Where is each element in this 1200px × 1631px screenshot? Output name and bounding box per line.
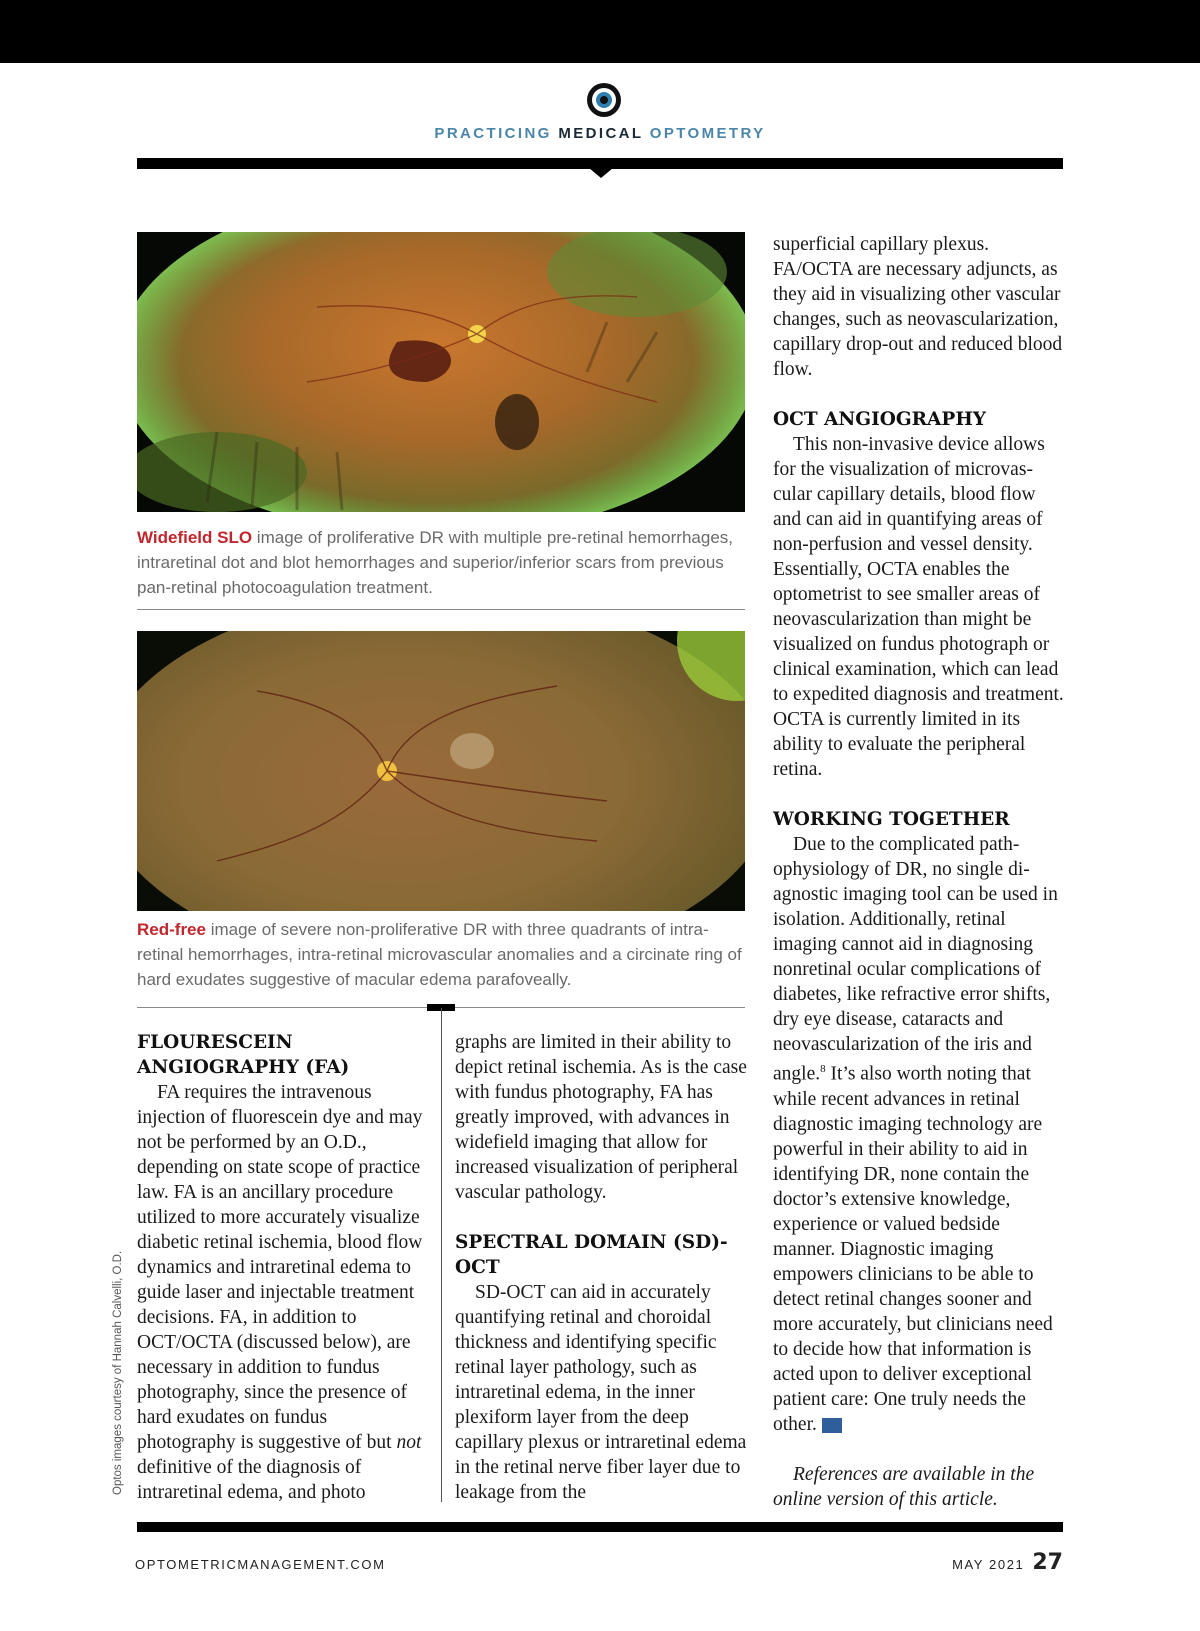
widefield-slo-photo	[137, 232, 745, 512]
figure1-caption-lead: Widefield SLO	[137, 528, 253, 547]
article-column-1	[137, 1030, 430, 1505]
figure1-caption-body: image of proliferative DR with multiple pre-retinal hemorrhages, intraretinal dot and blot hemorrhages and superior/inferior scars from previous pan-retinal photocoagulation treatment.	[137, 528, 734, 597]
article-column-3	[773, 232, 1065, 1512]
header-rule-notch	[589, 168, 613, 178]
top-black-band	[0, 0, 1200, 63]
footer-site: OPTOMETRICMANAGEMENT.COM	[135, 1557, 386, 1572]
page-number: 27	[1032, 1550, 1063, 1575]
fa-text-emphasis: not	[396, 1432, 422, 1453]
photo-credit: Optos images courtesy of Hannah Calvelli, O.D.	[112, 1250, 124, 1495]
fa-text-part2: definitive of the diagnosis of intraretinal edema, and photo	[137, 1457, 366, 1503]
fa-paragraph-continued: graphs are limited in their ability to depict retinal ischemia. As is the case with fundus photography, FA has greatly improved, with advances in widefield imaging that allow for increased visualization of peripheral vascular pathology.	[455, 1032, 747, 1203]
sd-oct-paragraph: SD-OCT can aid in accurately quantifying retinal and choroidal thickness and identifying specific retinal layer pathology, such as intraretinal edema, in the inner plexiform layer from the deep capillary plexus or intraretinal edema in the retinal nerve fiber layer due to leakage from the	[455, 1282, 747, 1503]
section-label-part3: OPTOMETRY	[649, 125, 766, 142]
caption-divider-1	[137, 609, 745, 610]
octa-paragraph: This non-invasive device allows for the visualization of microvascular capillary details, blood flow and can aid in quantifying areas of non-perfusion and vessel density. Essentially, OCTA enables the optometrist to see smaller areas of neovascularization than might be visualized on fundus photograph or clinical examination, which can lead to expedited diagnosis and treatment. OCTA is currently limited in its ability to evaluate the peripheral retina.	[773, 434, 1064, 780]
footer-issue	[952, 1550, 1063, 1575]
working-together-heading: WORKING TOGETHER	[773, 809, 1010, 830]
wt-text-part1: Due to the complicated pathophysiology of DR, no single diagnostic imaging tool can be used in isolation. Additionally, retinal imaging cannot aid in diagnosing nonretinal ocular complications of diabetes, like refractive error shifts, dry eye disease, cataracts and neovascularization of the iris and angle.	[773, 834, 1058, 1085]
section-label-part1: PRACTICING	[434, 125, 552, 142]
footer-month: MAY 2021	[952, 1557, 1025, 1572]
wt-text-part2: It’s also worth noting that while recent advances in retinal diagnostic imaging technology are powerful in their ability to aid in identifying DR, none contain the doctor’s extensive knowledge, experience or valued bedside manner. Diagnostic imaging empowers clinicians to be able to detect retinal changes sooner and more accurately, but clinicians need to decide how that information is acted upon to deliver exceptional patient care: One truly needs the other.	[773, 1063, 1053, 1435]
fa-heading: FLOURESCEIN ANGIOGRAPHY (FA)	[137, 1032, 350, 1078]
octa-heading: OCT ANGIOGRAPHY	[773, 409, 987, 430]
figure1-caption	[137, 525, 749, 600]
red-free-photo	[137, 631, 745, 911]
section-label-part2: MEDICAL	[558, 125, 644, 142]
figure2-caption-body: image of severe non-proliferative DR with three quadrants of intraretinal hemorrhages, intra-retinal microvascular anomalies and a circinate ring of hard exudates suggestive of macular edema parafoveally.	[137, 920, 742, 989]
footer-rule	[137, 1522, 1063, 1532]
figure2-caption-lead: Red-free	[137, 920, 206, 939]
section-label	[0, 125, 1200, 142]
references-note: References are available in the online version of this article.	[773, 1463, 1035, 1510]
working-together-paragraph	[773, 832, 1065, 1437]
column-divider-1	[441, 1008, 442, 1502]
om-end-mark-icon: OM	[822, 1418, 842, 1433]
fa-text-part1: FA requires the intravenous injection of fluorescein dye and may not be performed by an O.D., depending on state scope of practice law. FA is an ancillary procedure utilized to more accurately visualize diabetic retinal ischemia, blood flow dynamics and intraretinal edema to guide laser and injectable treatment decisions. FA, in addition to OCT/OCTA (discussed below), are necessary in addition to fundus photography, since the presence of hard exudates on fundus photography is suggestive of but	[137, 1082, 423, 1453]
article-column-2	[455, 1030, 747, 1505]
reference-superscript: 8	[820, 1063, 826, 1075]
fa-paragraph	[137, 1080, 430, 1505]
sd-oct-paragraph-continued: superficial capillary plexus. FA/OCTA are necessary adjuncts, as they aid in visualizing other vascular changes, such as neovascularization, capillary drop-out and reduced blood flow.	[773, 234, 1063, 380]
eye-logo-icon	[587, 83, 621, 117]
figure2-caption	[137, 917, 749, 992]
sd-oct-heading: SPECTRAL DOMAIN (SD)-OCT	[455, 1232, 728, 1278]
